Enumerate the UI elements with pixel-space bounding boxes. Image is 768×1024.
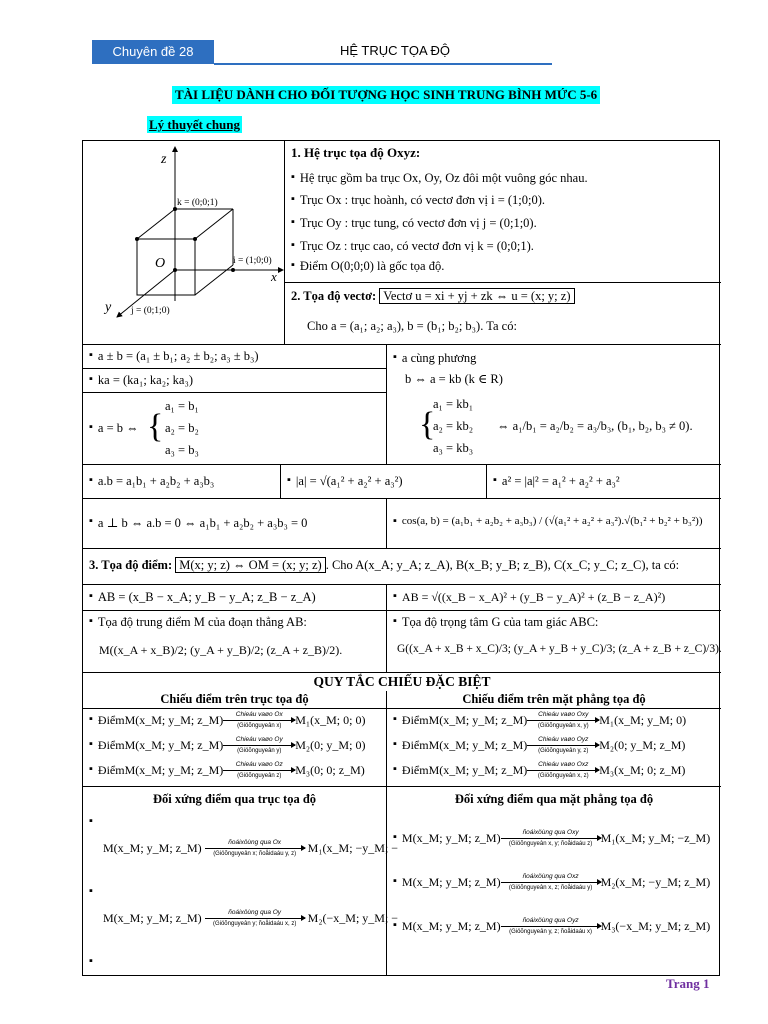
arrow-condition: (Giöõnguyeân x)	[237, 723, 282, 729]
arrow-line	[527, 745, 599, 746]
projection-arrow	[205, 911, 305, 927]
arrow-label: ñoáixöùng qua Oyz	[522, 917, 579, 924]
sym-plane-row	[393, 831, 710, 847]
topic-tag: Chuyên đề 28	[92, 40, 214, 64]
cube-axes-diagram	[83, 141, 283, 341]
arrow-condition: (Giöõnguyeân y, z; ñoåidaáu x)	[509, 929, 593, 935]
sec1-line5: ▪ Điểm O(0;0;0) là gốc tọa độ.	[291, 259, 444, 274]
result-point: M₃(x_M; 0; z_M)	[599, 763, 686, 777]
sec1-line3: ▪ Trục Oy : trục tung, có vectơ đơn vị j = (0;1;0).	[291, 216, 537, 231]
sym-axis-list	[83, 811, 399, 975]
result-point: M₁(x_M; 0; 0)	[295, 713, 366, 727]
rule-row	[393, 713, 686, 729]
arrow-condition: (Giöõnguyeân x; ñoåidaáu y, z)	[213, 851, 297, 858]
source-point: M(x_M; y_M; z_M)	[428, 713, 528, 727]
arrow-condition: (Giöõnguyeân x, z; ñoåidaáu y)	[508, 885, 593, 891]
svg-text:i = (1;0;0): i = (1;0;0)	[233, 256, 272, 266]
header-title: HỆ TRỤC TỌA ĐỘ	[340, 43, 451, 58]
arrow-condition: (Giöõnguyeân y)	[237, 748, 282, 754]
sym-bullet	[89, 815, 98, 827]
arrow-line	[501, 838, 601, 839]
result-point: M₁(x_M; y_M; 0)	[599, 713, 687, 727]
rule-square: ▪ a² = |a|² = a₁² + a₂² + a₃²	[487, 465, 721, 499]
rule-centroid: ▪ Tọa độ trọng tâm G của tam giác ABC: G((x_A + x_B + x_C)/3; (y_A + y_B + y_C)/3; (z_A + z_B + z_C)/3).	[387, 611, 721, 673]
svg-text:x: x	[271, 269, 277, 284]
page-header	[92, 40, 552, 66]
sec1-line4: ▪ Trục Oz : trục cao, có vectơ đơn vị k = (0;0;1).	[291, 239, 534, 254]
arrow-label: Chieáu vaøo Oyz	[538, 736, 589, 743]
sym-plane-list	[387, 811, 721, 975]
page-number: Trang 1	[666, 976, 710, 991]
section-point-coords: 3. Tọa độ điểm: M(x; y; z) ⇔ OM = (x; y; z) . Cho A(x_A; y_A; z_A), B(x_B; y_B; z_B), C(x_C; y_C; z_C), ta có:	[83, 549, 721, 585]
svg-text:O: O	[155, 256, 166, 271]
point-word: ▪ Điểm	[401, 763, 429, 777]
point-definition: M(x; y; z) ⇔ OM = (x; y; z)	[175, 557, 325, 573]
arrow-label: Chieáu vaøo Oz	[235, 761, 283, 768]
arrow-condition: (Giöõnguyeân y, z)	[538, 748, 589, 754]
rule-cosine: ▪ cos(a, b) = (a₁b₁ + a₂b₂ + a₃b₃) / (√(a₁² + a₂² + a₃²).√(b₁² + b₂² + b₃²))	[387, 499, 721, 549]
source-point: M(x_M; y_M; z_M)	[124, 738, 224, 752]
source-point: ▪ M(x_M; y_M; z_M)	[401, 919, 501, 933]
svg-text:k = (0;0;1): k = (0;0;1)	[177, 198, 218, 208]
sym-axis-row	[103, 911, 398, 927]
projection-arrow	[223, 713, 295, 729]
result-point: M₂(0; y_M; z_M)	[599, 738, 686, 752]
arrow-line	[501, 882, 601, 883]
rule-equal: ▪ a = b ⇔ { a₁ = b₁ a₂ = b₂ a₃ = b₃	[83, 393, 387, 465]
target-line: TÀI LIỆU DÀNH CHO ĐỐI TƯỢNG HỌC SINH TRUNG BÌNH MỨC 5-6	[172, 86, 600, 104]
source-point: M(x_M; y_M; z_M)	[428, 763, 528, 777]
rule-collinear: ▪ a cùng phương b ⇔ a = kb (k ∈ R) { a₁ = kb₁ a₂ = kb₂ a₃ = kb₃ ⇔ a₁/b₁ = a₂/b₂ = a₃/b₃, (b₁, b₂, b₃ ≠ 0).	[387, 345, 721, 465]
arrow-line	[223, 720, 295, 721]
point-word: ▪ Điểm	[97, 763, 125, 777]
rule-vector-ab: ▪ AB = (x_B − x_A; y_B − y_A; z_B − z_A)	[83, 585, 387, 611]
arrow-label: Chieáu vaøo Oy	[235, 736, 283, 743]
collinear-brace: {	[419, 406, 436, 443]
arrow-condition: (Giöõnguyeân x, z)	[537, 773, 589, 779]
section-coordinate-system	[285, 141, 721, 283]
sec1-line1: ▪ Hệ trục gồm ba trục Ox, Oy, Oz đôi một vuông góc nhau.	[291, 171, 588, 186]
proj-plane-head: Chiếu điểm trên mặt phẳng tọa độ	[387, 691, 721, 709]
result-point: M₃(0; 0; z_M)	[295, 763, 365, 777]
sym-plane-head: Đối xứng điểm qua mặt phẳng tọa độ	[454, 792, 654, 806]
projection-arrow	[527, 738, 599, 754]
rule-scalar: ▪ ka = (ka₁; ka₂; ka₃)	[83, 369, 387, 393]
vector-definition: Vectơ u = xi + yj + zk ⇔ u = (x; y; z)	[379, 288, 574, 304]
source-point: ▪ M(x_M; y_M; z_M)	[401, 875, 501, 889]
rule-dot-product: ▪ a.b = a₁b₁ + a₂b₂ + a₃b₃	[83, 465, 281, 499]
arrow-label: Chieáu vaøo Oxy	[538, 711, 589, 718]
proj-axis-head: Chiếu điểm trên trục tọa độ	[83, 691, 387, 709]
projection-arrow	[205, 841, 305, 857]
sym-bullet	[89, 885, 98, 897]
result-point: M₁(x_M; y_M; −z_M)	[600, 831, 711, 845]
result-point: M₁(x_M; −y_M; −	[304, 841, 399, 855]
sym-plane-row	[393, 919, 710, 935]
rule-length-ab: ▪ AB = √((x_B − x_A)² + (y_B − y_A)² + (z_B − z_A)²)	[387, 585, 721, 611]
projection-arrow	[501, 875, 601, 891]
arrow-condition: (Giöõnguyeân x, y; ñoåidaáu z)	[508, 841, 593, 847]
rule-length: ▪ |a| = √(a₁² + a₂² + a₃²)	[281, 465, 487, 499]
arrow-condition: (Giöõnguyeân z)	[237, 773, 282, 779]
axes-figure	[83, 141, 285, 345]
svg-text:z: z	[161, 152, 167, 167]
arrow-label: ñoáixöùng qua Oy	[228, 909, 282, 917]
sym-plane-row	[393, 875, 710, 891]
source-point: M(x_M; y_M; z_M)	[103, 911, 205, 925]
source-point: ▪ M(x_M; y_M; z_M)	[401, 831, 501, 845]
projection-arrow	[501, 919, 601, 935]
rule-row	[393, 763, 685, 779]
rule-midpoint: ▪ Tọa độ trung điểm M của đoạn thẳng AB: M((x_A + x_B)/2; (y_A + y_B)/2; (z_A + z_B)/2).	[83, 611, 387, 673]
arrow-line	[223, 745, 295, 746]
proj-plane-list	[387, 709, 721, 787]
point-word: ▪ Điểm	[401, 738, 429, 752]
sym-axis-row	[103, 841, 398, 857]
section-vector-coords	[285, 283, 721, 345]
result-point: M₂(−x_M; y_M; −	[304, 911, 399, 925]
source-point: M(x_M; y_M; z_M)	[124, 713, 224, 727]
arrow-line	[527, 720, 599, 721]
arrow-line	[501, 926, 601, 927]
projection-arrow	[527, 713, 599, 729]
sym-axis-head: Đối xứng điểm qua trục tọa độ	[83, 787, 387, 811]
theory-heading: Lý thuyết chung	[149, 117, 241, 132]
proj-axis-list	[83, 709, 387, 787]
point-word: ▪ Điểm	[97, 713, 125, 727]
rule-perpendicular: ▪ a ⊥ b ⇔ a.b = 0 ⇔ a₁b₁ + a₂b₂ + a₃b₃ = 0	[83, 499, 387, 549]
equal-brace: {	[147, 408, 164, 445]
point-word: ▪ Điểm	[401, 713, 429, 727]
rule-row	[89, 713, 365, 729]
arrow-label: ñoáixöùng qua Ox	[228, 839, 282, 847]
projection-arrow	[223, 738, 295, 754]
sec2-def-row: 2. Tọa độ vectơ: Vectơ u = xi + yj + zk ⇔ u = (x; y; z)	[291, 289, 575, 304]
arrow-label: Chieáu vaøo Oxz	[538, 761, 589, 768]
source-point: M(x_M; y_M; z_M)	[124, 763, 224, 777]
rule-row	[89, 763, 365, 779]
sec3-title: 3. Tọa độ điểm:	[89, 558, 173, 572]
source-point: M(x_M; y_M; z_M)	[103, 841, 205, 855]
arrow-condition: (Giöõnguyeân x, y)	[537, 723, 589, 729]
arrow-line	[223, 770, 295, 771]
sym-bullet	[89, 955, 98, 967]
arrow-label: ñoáixöùng qua Oxy	[522, 829, 579, 836]
rule-row	[89, 738, 365, 754]
result-point: M₃(−x_M; y_M; z_M)	[600, 919, 711, 933]
arrow-line	[527, 770, 599, 771]
content-table	[82, 140, 720, 976]
arrow-line	[205, 848, 305, 849]
result-point: M₂(x_M; −y_M; z_M)	[600, 875, 711, 889]
point-word: ▪ Điểm	[97, 738, 125, 752]
svg-text:y: y	[105, 300, 112, 315]
projection-arrow	[223, 763, 295, 779]
header-rule	[214, 63, 552, 65]
arrow-line	[205, 918, 305, 919]
projection-heading: QUY TẮC CHIẾU ĐẶC BIỆT	[313, 674, 491, 689]
sec1-title: 1. Hệ trục tọa độ Oxyz:	[291, 145, 421, 160]
arrow-condition: (Giöõnguyeân y; ñoåidaáu x, z)	[212, 921, 297, 928]
arrow-label: Chieáu vaøo Ox	[235, 711, 283, 718]
sec1-line2: ▪ Trục Ox : trục hoành, có vectơ đơn vị i = (1;0;0).	[291, 193, 545, 208]
projection-arrow	[501, 831, 601, 847]
result-point: M₂(0; y_M; 0)	[295, 738, 366, 752]
projection-arrow	[527, 763, 599, 779]
svg-text:j = (0;1;0): j = (0;1;0)	[131, 306, 170, 316]
sec2-given: Cho a = (a₁; a₂; a₃), b = (b₁; b₂; b₃). Ta có:	[307, 319, 517, 333]
rule-sum: ▪ a ± b = (a₁ ± b₁; a₂ ± b₂; a₃ ± b₃)	[83, 345, 387, 369]
rule-row	[393, 738, 685, 754]
source-point: M(x_M; y_M; z_M)	[428, 738, 528, 752]
arrow-label: ñoáixöùng qua Oxz	[522, 873, 579, 880]
